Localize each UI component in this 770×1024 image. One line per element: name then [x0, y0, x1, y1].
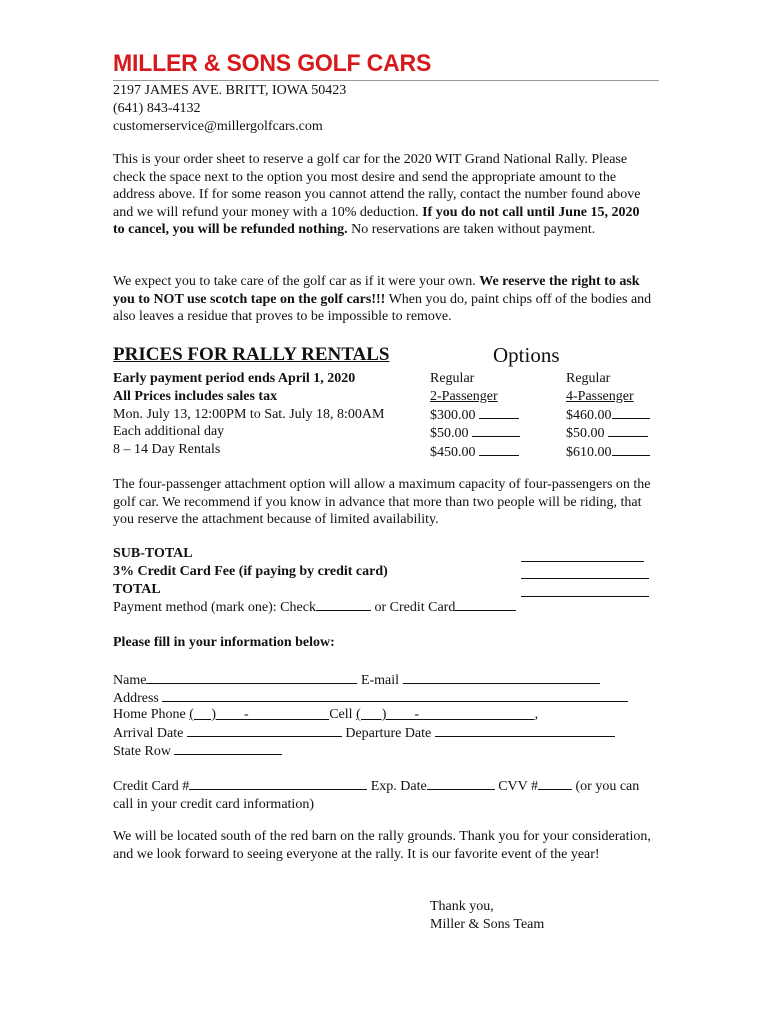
company-phone: (641) 843-4132 [113, 101, 201, 116]
option-name: 4-Passenger [566, 388, 634, 404]
sales-tax-note: All Prices includes sales tax [113, 388, 278, 404]
name-field[interactable] [146, 671, 357, 684]
price-check-row[interactable]: $450.00 [430, 443, 520, 462]
option-regular-label: Regular [566, 371, 611, 386]
options-heading: Options [493, 343, 560, 367]
title-divider [113, 80, 659, 81]
total-label: TOTAL [113, 582, 161, 597]
state-row-field[interactable] [174, 742, 282, 755]
credit-card-choice-field[interactable] [455, 598, 516, 611]
cc-fee-label: 3% Credit Card Fee (if paying by credit card) [113, 564, 388, 579]
subtotal-label: SUB-TOTAL [113, 546, 193, 561]
attachment-note: The four-passenger attachment option will allow a maximum capacity of four-passengers on the golf car. We recommend if you know in advance that more than two people will be riding, that you reserve the attachment because of limited availability. [113, 477, 651, 528]
email-field[interactable] [403, 671, 600, 684]
exp-date-field[interactable] [427, 777, 495, 790]
option-4-passenger [566, 370, 650, 462]
option-2-passenger [430, 370, 520, 462]
phone-row: Home Phone ( ) - Cell ( ) - , [113, 707, 539, 722]
price-check-row[interactable]: $610.00 [566, 443, 650, 462]
signoff-team: Miller & Sons Team [430, 917, 545, 932]
check-field[interactable] [316, 598, 371, 611]
price-descriptions [113, 370, 384, 459]
option-regular-label: Regular [430, 371, 475, 386]
credit-card-row: Credit Card # Exp. Date CVV # (or you can call in your credit card information) [113, 779, 640, 812]
company-title: MILLER & SONS GOLF CARS [113, 50, 432, 77]
departure-date-field[interactable] [435, 724, 615, 737]
option-name: 2-Passenger [430, 388, 498, 404]
credit-card-number-field[interactable] [189, 777, 367, 790]
intro-paragraph: This is your order sheet to reserve a golf car for the 2020 WIT Grand National Rally. Please check the space next to the option you most desire and send the appropriate amount to the address above. If for some reason you cannot attend the rally, contact the number found above and we will refund your money with a 10% deduction. If you do not call until June 15, 2020 to cancel, you will be refunded nothing. No reservations are taken without payment. [113, 152, 641, 238]
company-address: 2197 JAMES AVE. BRITT, IOWA 50423 [113, 83, 347, 98]
name-email-row: Name E-mail [113, 671, 600, 690]
rental-period-row: Mon. July 13, 12:00PM to Sat. July 18, 8:00AM [113, 406, 385, 422]
address-row: Address [113, 689, 628, 708]
total-field[interactable] [521, 584, 649, 597]
closing-paragraph: We will be located south of the red barn on the rally grounds. Thank you for your consideration, and we look forward to seeing everyone at the rally. It is our favorite event of the year! [113, 829, 651, 862]
payment-method-row: Payment method (mark one): Check or Credit Card [113, 598, 516, 617]
price-check-row[interactable]: $50.00 [566, 424, 650, 443]
cell-phone-field[interactable]: ( ) - [356, 707, 535, 722]
cc-fee-field[interactable] [521, 566, 649, 579]
state-row: State Row [113, 742, 282, 761]
home-phone-field[interactable]: ( ) - [189, 707, 330, 722]
care-paragraph: We expect you to take care of the golf car as if it were your own. We reserve the right to ask you to NOT use scotch tape on the golf cars!!! When you do, paint chips off of the bodies and also leaves a residue that proves to be impossible to remove. [113, 274, 652, 325]
signoff-thanks: Thank you, [430, 899, 494, 914]
dates-row: Arrival Date Departure Date [113, 724, 615, 743]
address-field[interactable] [162, 689, 628, 702]
subtotal-field[interactable] [521, 549, 644, 562]
long-rental-row: 8 – 14 Day Rentals [113, 442, 221, 458]
price-check-row[interactable]: $300.00 [430, 406, 520, 425]
early-payment-note: Early payment period ends April 1, 2020 [113, 371, 356, 386]
cvv-field[interactable] [538, 777, 572, 790]
prices-heading: PRICES FOR RALLY RENTALS [113, 344, 390, 365]
company-email: customerservice@millergolfcars.com [113, 119, 323, 134]
price-check-row[interactable]: $50.00 [430, 424, 520, 443]
form-heading: Please fill in your information below: [113, 635, 335, 650]
price-check-row[interactable]: $460.00 [566, 406, 650, 425]
arrival-date-field[interactable] [187, 724, 342, 737]
additional-day-row: Each additional day [113, 424, 225, 440]
